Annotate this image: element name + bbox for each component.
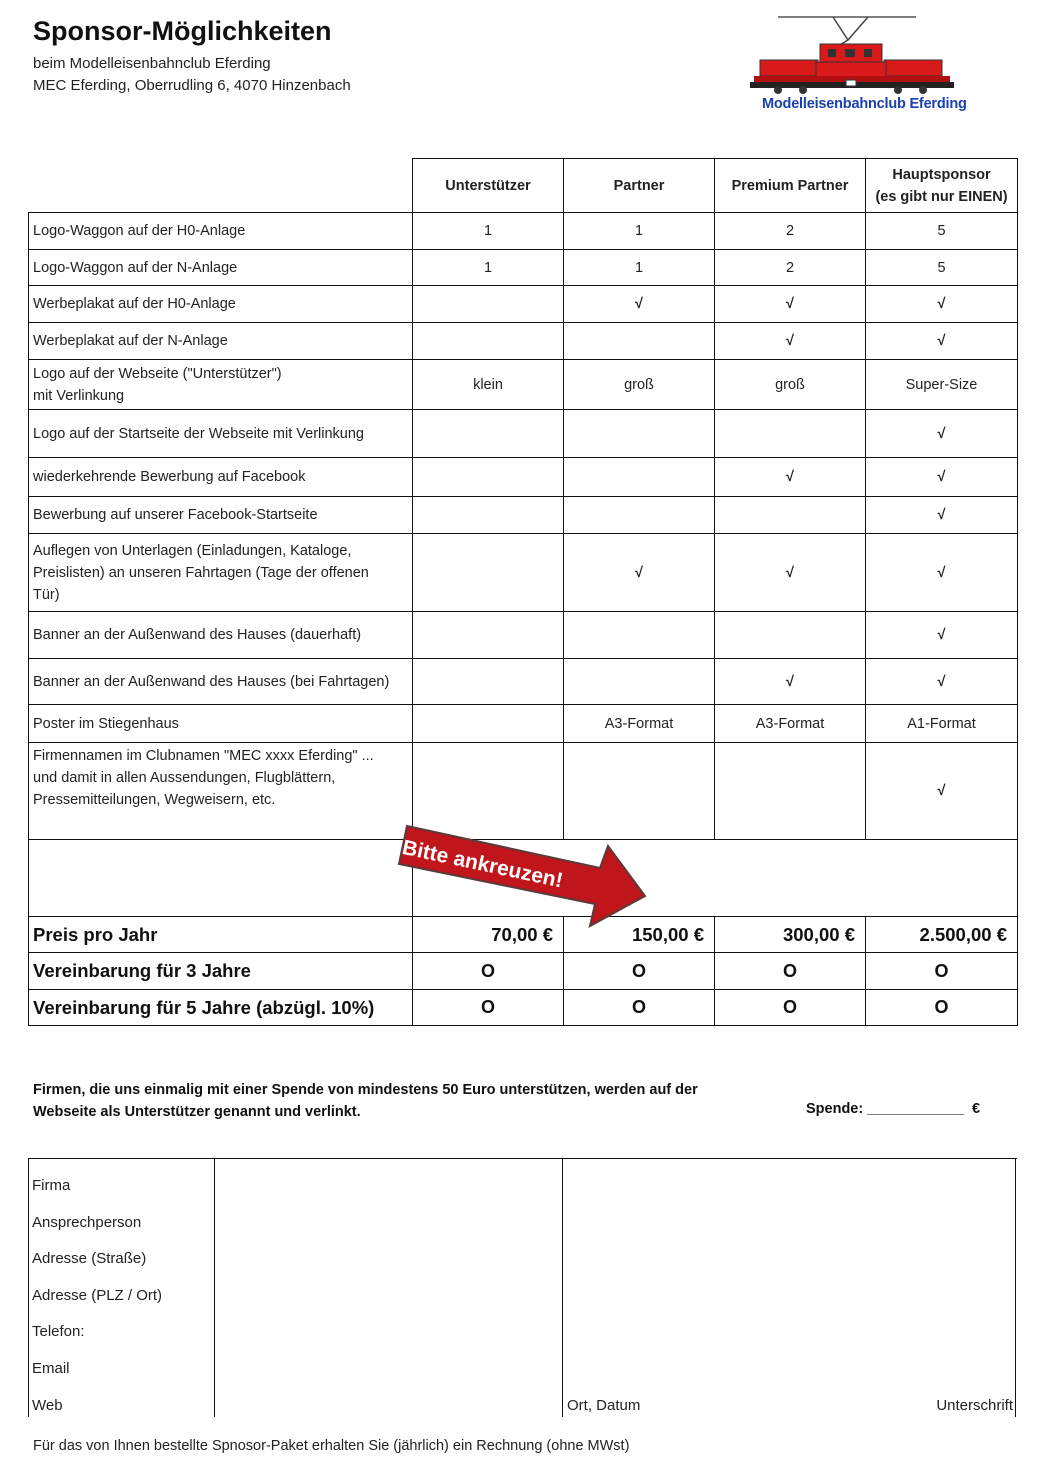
ort-datum-label: Ort, Datum bbox=[567, 1397, 641, 1414]
cell-partner: A3-Format bbox=[564, 705, 715, 743]
cell-unterstuetzer bbox=[413, 458, 564, 497]
check-icon: √ bbox=[866, 458, 1018, 497]
feature-label: Logo-Waggon auf der N-Anlage bbox=[29, 250, 413, 286]
cell-partner: 1 bbox=[564, 250, 715, 286]
cell-unterstuetzer bbox=[413, 323, 564, 360]
unterschrift-label: Unterschrift bbox=[936, 1397, 1013, 1414]
price-partner: 150,00 € bbox=[564, 917, 715, 953]
option-5y-premium[interactable]: O bbox=[715, 990, 866, 1026]
header-blank-cell bbox=[29, 159, 413, 213]
cell-partner bbox=[564, 410, 715, 458]
logo-text: Modelleisenbahnclub Eferding bbox=[762, 96, 967, 112]
check-icon: √ bbox=[715, 286, 866, 323]
check-icon: √ bbox=[866, 659, 1018, 705]
footer-note: Für das von Ihnen bestellte Spnosor-Paket erhalten Sie (jährlich) ein Rechnung (ohne MWst) bbox=[33, 1438, 630, 1454]
cell-partner bbox=[564, 612, 715, 659]
cell-unterstuetzer: klein bbox=[413, 360, 564, 410]
cell-unterstuetzer bbox=[413, 659, 564, 705]
feature-label: Werbeplakat auf der H0-Anlage bbox=[29, 286, 413, 323]
feature-label: wiederkehrende Bewerbung auf Facebook bbox=[29, 458, 413, 497]
feature-label: Poster im Stiegenhaus bbox=[29, 705, 413, 743]
cell-partner: groß bbox=[564, 360, 715, 410]
cell-unterstuetzer bbox=[413, 612, 564, 659]
cell-unterstuetzer bbox=[413, 410, 564, 458]
cell-premium bbox=[715, 743, 866, 840]
option-5y-partner[interactable]: O bbox=[564, 990, 715, 1026]
cell-unterstuetzer bbox=[413, 497, 564, 534]
feature-label: Logo-Waggon auf der H0-Anlage bbox=[29, 213, 413, 250]
spende-field[interactable]: Spende: ____________ € bbox=[806, 1101, 981, 1117]
divider bbox=[562, 1159, 563, 1417]
feature-label: Logo auf der Webseite ("Unterstützer") mit Verlinkung bbox=[29, 360, 413, 410]
feature-label: Firmennamen im Clubnamen "MEC xxxx Eferding" ... und damit in allen Aussendungen, Flugblättern, Pressemitteilungen, Wegweisern, etc. bbox=[29, 743, 413, 840]
column-header-unterstuetzer: Unterstützer bbox=[413, 159, 564, 213]
table-row bbox=[29, 286, 1018, 323]
field-email: Email bbox=[32, 1360, 70, 1377]
price-label: Preis pro Jahr bbox=[29, 917, 413, 953]
table-row bbox=[29, 705, 1018, 743]
field-adresse-plz: Adresse (PLZ / Ort) bbox=[32, 1287, 163, 1304]
option-5y-hauptsponsor[interactable]: O bbox=[866, 990, 1018, 1026]
table-row bbox=[29, 213, 1018, 250]
feature-label: Banner an der Außenwand des Hauses (dauerhaft) bbox=[29, 612, 413, 659]
field-telefon: Telefon: bbox=[32, 1323, 85, 1340]
cell-premium: 2 bbox=[715, 213, 866, 250]
option-3y-unterstuetzer[interactable]: O bbox=[413, 953, 564, 990]
check-icon: √ bbox=[866, 286, 1018, 323]
field-ansprechperson: Ansprechperson bbox=[32, 1214, 142, 1231]
cell-hauptsponsor: 5 bbox=[866, 213, 1018, 250]
table-row bbox=[29, 323, 1018, 360]
divider bbox=[1015, 1159, 1016, 1417]
three-year-label: Vereinbarung für 3 Jahre bbox=[29, 953, 413, 990]
divider bbox=[28, 1159, 29, 1417]
divider bbox=[214, 1159, 215, 1417]
check-icon: √ bbox=[866, 743, 1018, 840]
option-3y-premium[interactable]: O bbox=[715, 953, 866, 990]
option-5y-unterstuetzer[interactable]: O bbox=[413, 990, 564, 1026]
check-icon: √ bbox=[715, 458, 866, 497]
check-icon: √ bbox=[564, 286, 715, 323]
option-3y-partner[interactable]: O bbox=[564, 953, 715, 990]
field-web: Web bbox=[32, 1397, 63, 1414]
check-icon: √ bbox=[866, 410, 1018, 458]
donation-note: Firmen, die uns einmalig mit einer Spende von mindestens 50 Euro unterstützen, werden auf der Webseite als Unterstützer genannt und verlinkt. bbox=[33, 1082, 698, 1120]
table-row bbox=[29, 360, 1018, 410]
check-icon: √ bbox=[866, 534, 1018, 612]
check-icon: √ bbox=[715, 534, 866, 612]
page-title: Sponsor-Möglichkeiten bbox=[33, 16, 332, 46]
feature-label: Bewerbung auf unserer Facebook-Startseite bbox=[29, 497, 413, 534]
price-premium: 300,00 € bbox=[715, 917, 866, 953]
cell-unterstuetzer: 1 bbox=[413, 250, 564, 286]
subtitle-address: MEC Eferding, Oberrudling 6, 4070 Hinzenbach bbox=[33, 77, 351, 94]
feature-label: Werbeplakat auf der N-Anlage bbox=[29, 323, 413, 360]
check-icon: √ bbox=[715, 323, 866, 360]
cell-partner bbox=[564, 659, 715, 705]
cell-partner: 1 bbox=[564, 213, 715, 250]
cell-hauptsponsor: A1-Format bbox=[866, 705, 1018, 743]
table-row bbox=[29, 410, 1018, 458]
price-unterstuetzer: 70,00 € bbox=[413, 917, 564, 953]
cell-unterstuetzer bbox=[413, 534, 564, 612]
field-adresse-strasse: Adresse (Straße) bbox=[32, 1250, 147, 1267]
subtitle-club: beim Modelleisenbahnclub Eferding bbox=[33, 55, 271, 72]
cell-partner bbox=[564, 497, 715, 534]
check-icon: √ bbox=[866, 323, 1018, 360]
cell-premium: 2 bbox=[715, 250, 866, 286]
cell-premium bbox=[715, 410, 866, 458]
cell-partner bbox=[564, 458, 715, 497]
club-logo bbox=[748, 14, 967, 120]
arrow-label: Bitte ankreuzen! bbox=[400, 836, 565, 893]
blank-cell bbox=[29, 840, 413, 917]
table-row bbox=[29, 497, 1018, 534]
cell-premium bbox=[715, 612, 866, 659]
cell-premium bbox=[715, 497, 866, 534]
table-header-row bbox=[29, 159, 1018, 213]
table-row bbox=[29, 534, 1018, 612]
table-row bbox=[29, 458, 1018, 497]
feature-label: Logo auf der Startseite der Webseite mit Verlinkung bbox=[29, 410, 413, 458]
price-hauptsponsor: 2.500,00 € bbox=[866, 917, 1018, 953]
check-icon: √ bbox=[866, 497, 1018, 534]
option-3y-hauptsponsor[interactable]: O bbox=[866, 953, 1018, 990]
cell-premium: groß bbox=[715, 360, 866, 410]
cell-unterstuetzer bbox=[413, 286, 564, 323]
check-icon: √ bbox=[715, 659, 866, 705]
cell-unterstuetzer: 1 bbox=[413, 213, 564, 250]
check-icon: √ bbox=[866, 612, 1018, 659]
column-header-partner: Partner bbox=[564, 159, 715, 213]
field-firma: Firma bbox=[32, 1177, 71, 1194]
feature-label: Banner an der Außenwand des Hauses (bei Fahrtagen) bbox=[29, 659, 413, 705]
table-row bbox=[29, 659, 1018, 705]
column-header-premium-partner: Premium Partner bbox=[715, 159, 866, 213]
cell-hauptsponsor: Super-Size bbox=[866, 360, 1018, 410]
table-row bbox=[29, 250, 1018, 286]
contact-form bbox=[28, 1158, 1017, 1417]
table-row bbox=[29, 612, 1018, 659]
cell-hauptsponsor: 5 bbox=[866, 250, 1018, 286]
feature-label: Auflegen von Unterlagen (Einladungen, Kataloge, Preislisten) an unseren Fahrtagen (Tage der offenen Tür) bbox=[29, 534, 413, 612]
column-header-hauptsponsor: Hauptsponsor (es gibt nur EINEN) bbox=[866, 159, 1018, 213]
cell-unterstuetzer bbox=[413, 705, 564, 743]
locomotive-logo-icon bbox=[748, 14, 960, 96]
five-year-row bbox=[29, 990, 1018, 1026]
five-year-label: Vereinbarung für 5 Jahre (abzügl. 10%) bbox=[29, 990, 413, 1026]
cell-partner bbox=[564, 323, 715, 360]
cell-premium: A3-Format bbox=[715, 705, 866, 743]
three-year-row bbox=[29, 953, 1018, 990]
check-icon: √ bbox=[564, 534, 715, 612]
